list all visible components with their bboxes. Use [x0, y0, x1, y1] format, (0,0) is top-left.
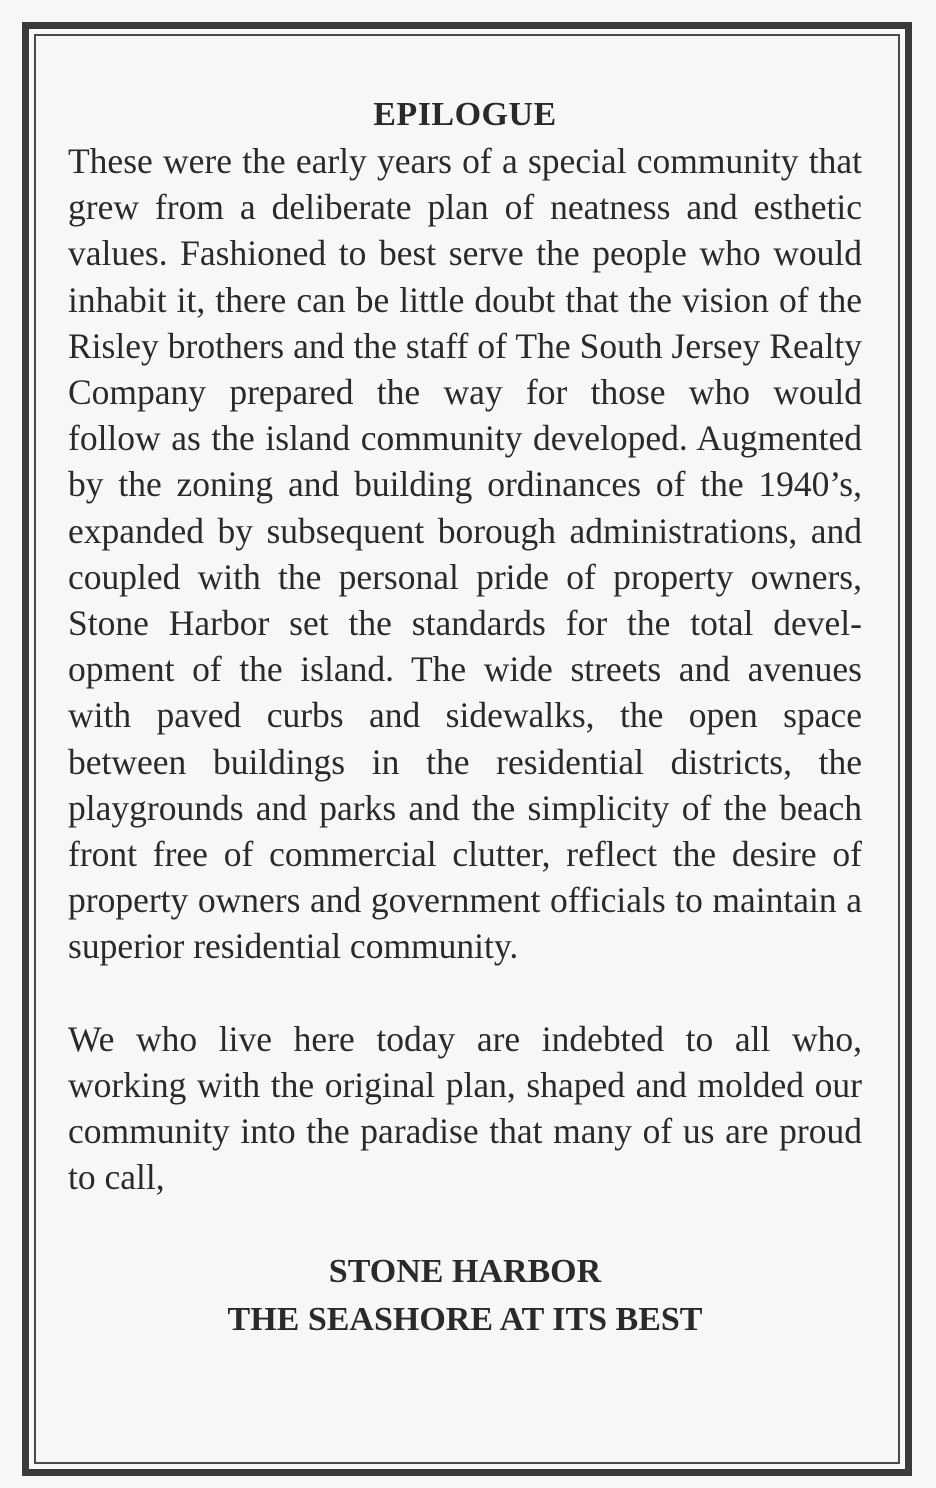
- closing-line-2: THE SEASHORE AT ITS BEST: [227, 1301, 703, 1339]
- closing-line-1: STONE HARBOR: [328, 1253, 602, 1291]
- paragraph-2: We who live here today are indebted to all who, working with the original plan, shaped and molded our community into the paradise that many of us are proud to call,: [68, 1018, 862, 1198]
- paragraph-spacer: [68, 970, 862, 1016]
- closing-spacer: [68, 1200, 862, 1248]
- document-body: [68, 92, 862, 1344]
- paragraph-1: These were the early years of a special community that grew from a deliberate plan of neatness and esthetic values. Fashioned to best serve the people who would inhabit it, there can be little doubt that the vision of the Risley brothers and the staff of The South Jersey Realty Company prepared the way for those who would follow as the island community developed. Augmented by the zoning and building ordinances of the 1940’s, expanded by subsequent borough administrations, and coupled with the personal pride of property owners, Stone Harbor set the standards for the total development of the island. The wide streets and avenues with paved curbs and sidewalks, the open space between buildings in the residential districts, the playgrounds and parks and the simplicity of the beach front free of commercial clutter, reflect the desire of property owners and government officials to maintain a superior residential community.: [68, 141, 862, 967]
- page-title: EPILOGUE: [373, 96, 557, 133]
